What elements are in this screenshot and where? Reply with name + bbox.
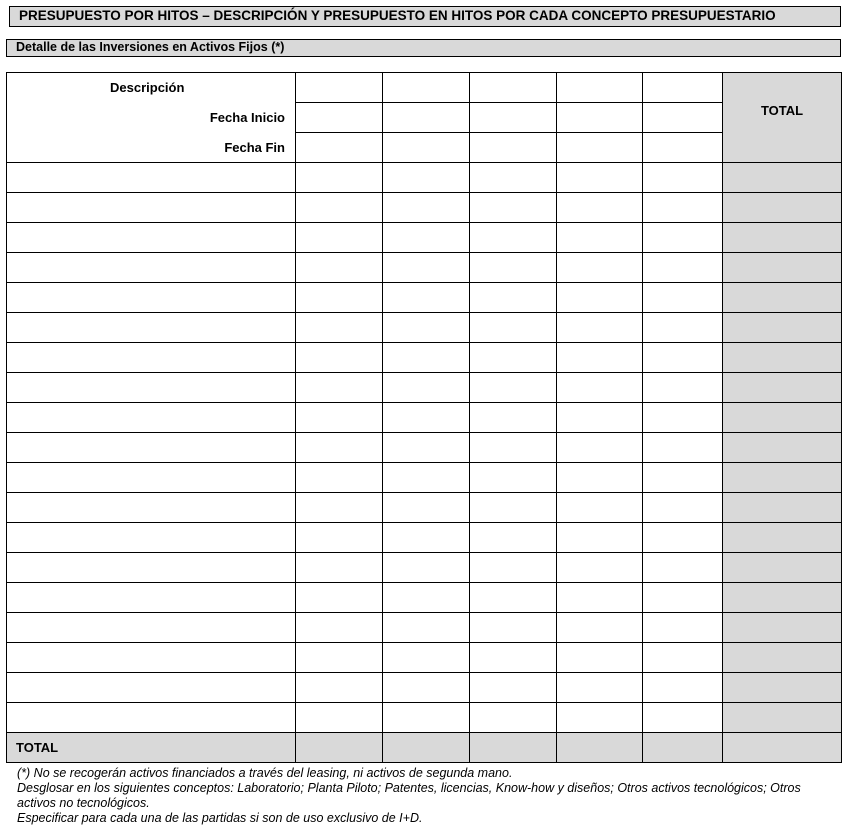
hito-amount-cell[interactable]: [643, 163, 723, 193]
hito-amount-cell[interactable]: [383, 313, 470, 343]
table-row: [7, 583, 842, 613]
hito-amount-cell[interactable]: [557, 583, 643, 613]
hito-amount-cell[interactable]: [643, 403, 723, 433]
hito-amount-cell[interactable]: [296, 703, 383, 733]
hito-amount-cell[interactable]: [470, 313, 557, 343]
hito-amount-cell[interactable]: [557, 433, 643, 463]
descripcion-label: Descripción: [7, 73, 296, 103]
hito-amount-cell[interactable]: [470, 373, 557, 403]
column-total-cell: [470, 733, 557, 763]
hito-amount-cell[interactable]: [296, 463, 383, 493]
hito-amount-cell[interactable]: [296, 253, 383, 283]
hito-amount-cell[interactable]: [557, 523, 643, 553]
row-total-cell: [723, 343, 842, 373]
concepto-cell[interactable]: [7, 523, 296, 553]
hito-amount-cell[interactable]: [296, 643, 383, 673]
row-total-cell: [723, 703, 842, 733]
concepto-cell[interactable]: [7, 253, 296, 283]
concepto-cell[interactable]: [7, 433, 296, 463]
hito-amount-cell[interactable]: [470, 583, 557, 613]
row-total-cell: [723, 163, 842, 193]
concepto-cell[interactable]: [7, 403, 296, 433]
hito-amount-cell[interactable]: [557, 223, 643, 253]
hito-amount-cell[interactable]: [296, 223, 383, 253]
hito-amount-cell[interactable]: [557, 493, 643, 523]
header-row-fecha-fin: [7, 133, 842, 163]
hito-descripcion-cell[interactable]: [296, 73, 383, 103]
hito-amount-cell[interactable]: [383, 283, 470, 313]
hito-amount-cell[interactable]: [470, 553, 557, 583]
hito-amount-cell[interactable]: [557, 463, 643, 493]
hito-amount-cell[interactable]: [383, 373, 470, 403]
hito-amount-cell[interactable]: [643, 253, 723, 283]
header-row-fecha-inicio: [7, 103, 842, 133]
fecha-fin-cell[interactable]: [296, 133, 383, 163]
form-title: PRESUPUESTO POR HITOS – DESCRIPCIÓN Y PRESUPUESTO EN HITOS POR CADA CONCEPTO PRESUPUESTARIO: [9, 6, 841, 27]
row-total-cell: [723, 373, 842, 403]
hito-amount-cell[interactable]: [296, 613, 383, 643]
hito-amount-cell[interactable]: [557, 193, 643, 223]
hito-amount-cell[interactable]: [470, 403, 557, 433]
table-row: [7, 673, 842, 703]
row-total-cell: [723, 463, 842, 493]
hito-amount-cell[interactable]: [643, 433, 723, 463]
hito-amount-cell[interactable]: [643, 313, 723, 343]
hito-amount-cell[interactable]: [296, 343, 383, 373]
concepto-cell[interactable]: [7, 313, 296, 343]
hito-amount-cell[interactable]: [470, 193, 557, 223]
hito-amount-cell[interactable]: [557, 703, 643, 733]
hito-amount-cell[interactable]: [643, 493, 723, 523]
hito-amount-cell[interactable]: [383, 673, 470, 703]
hito-amount-cell[interactable]: [470, 343, 557, 373]
row-total-cell: [723, 313, 842, 343]
hito-amount-cell[interactable]: [643, 703, 723, 733]
fecha-fin-cell[interactable]: [470, 133, 557, 163]
hito-amount-cell[interactable]: [470, 613, 557, 643]
hito-amount-cell[interactable]: [383, 433, 470, 463]
table-row: [7, 433, 842, 463]
row-total-cell: [723, 193, 842, 223]
concepto-cell[interactable]: [7, 553, 296, 583]
hito-amount-cell[interactable]: [383, 223, 470, 253]
hito-amount-cell[interactable]: [383, 343, 470, 373]
hito-amount-cell[interactable]: [643, 583, 723, 613]
row-total-cell: [723, 583, 842, 613]
hito-amount-cell[interactable]: [557, 373, 643, 403]
table-row: [7, 223, 842, 253]
hito-amount-cell[interactable]: [383, 583, 470, 613]
table-row: [7, 283, 842, 313]
hito-amount-cell[interactable]: [470, 523, 557, 553]
row-total-cell: [723, 553, 842, 583]
concepto-cell[interactable]: [7, 493, 296, 523]
hito-amount-cell[interactable]: [296, 523, 383, 553]
hito-amount-cell[interactable]: [643, 283, 723, 313]
column-total-cell: [296, 733, 383, 763]
fecha-inicio-label: Fecha Inicio: [7, 103, 296, 133]
table-row: [7, 193, 842, 223]
concepto-cell[interactable]: [7, 643, 296, 673]
hito-amount-cell[interactable]: [470, 463, 557, 493]
concepto-cell[interactable]: [7, 463, 296, 493]
hito-amount-cell[interactable]: [470, 673, 557, 703]
table-row: [7, 313, 842, 343]
hito-amount-cell[interactable]: [643, 643, 723, 673]
fecha-fin-cell[interactable]: [383, 133, 470, 163]
hito-amount-cell[interactable]: [643, 373, 723, 403]
hito-amount-cell[interactable]: [557, 673, 643, 703]
concepto-cell[interactable]: [7, 583, 296, 613]
hito-amount-cell[interactable]: [557, 553, 643, 583]
hito-amount-cell[interactable]: [470, 703, 557, 733]
column-total-cell: [383, 733, 470, 763]
hito-amount-cell[interactable]: [296, 373, 383, 403]
row-total-cell: [723, 283, 842, 313]
hito-amount-cell[interactable]: [643, 523, 723, 553]
hito-amount-cell[interactable]: [383, 253, 470, 283]
table-row: [7, 613, 842, 643]
row-total-cell: [723, 403, 842, 433]
hito-amount-cell[interactable]: [383, 703, 470, 733]
hito-amount-cell[interactable]: [643, 673, 723, 703]
hito-amount-cell[interactable]: [383, 193, 470, 223]
table-row: [7, 463, 842, 493]
row-total-cell: [723, 433, 842, 463]
hito-amount-cell[interactable]: [470, 283, 557, 313]
column-total-cell: [643, 733, 723, 763]
fecha-fin-cell[interactable]: [643, 133, 723, 163]
hito-amount-cell[interactable]: [296, 583, 383, 613]
row-total-cell: [723, 523, 842, 553]
fecha-fin-label: Fecha Fin: [7, 133, 296, 163]
hito-amount-cell[interactable]: [296, 673, 383, 703]
row-total-cell: [723, 253, 842, 283]
hito-amount-cell[interactable]: [643, 223, 723, 253]
total-row: [7, 733, 842, 763]
row-total-cell: [723, 643, 842, 673]
hito-amount-cell[interactable]: [383, 523, 470, 553]
concepto-cell[interactable]: [7, 343, 296, 373]
hito-amount-cell[interactable]: [643, 463, 723, 493]
hito-amount-cell[interactable]: [557, 313, 643, 343]
hito-amount-cell[interactable]: [470, 163, 557, 193]
hito-amount-cell[interactable]: [470, 643, 557, 673]
concepto-cell[interactable]: [7, 193, 296, 223]
footnote-leasing: (*) No se recogerán activos financiados a través del leasing, ni activos de segunda mano.: [17, 766, 513, 780]
hito-amount-cell[interactable]: [470, 253, 557, 283]
table-row: [7, 553, 842, 583]
hito-amount-cell[interactable]: [296, 283, 383, 313]
fecha-inicio-cell[interactable]: [470, 103, 557, 133]
table-row: [7, 493, 842, 523]
fecha-inicio-cell[interactable]: [296, 103, 383, 133]
column-total-cell: [557, 733, 643, 763]
hito-descripcion-cell[interactable]: [643, 73, 723, 103]
hito-amount-cell[interactable]: [557, 643, 643, 673]
hito-amount-cell[interactable]: [470, 493, 557, 523]
budget-table: [6, 72, 842, 763]
table-row: [7, 703, 842, 733]
hito-descripcion-cell[interactable]: [557, 73, 643, 103]
hito-amount-cell[interactable]: [557, 343, 643, 373]
hito-amount-cell[interactable]: [383, 163, 470, 193]
footnote-uso-exclusivo: Especificar para cada una de las partidas si son de uso exclusivo de I+D.: [17, 811, 423, 825]
header-row-descripcion: [7, 73, 842, 103]
hito-amount-cell[interactable]: [296, 403, 383, 433]
concepto-cell[interactable]: [7, 373, 296, 403]
table-row: [7, 253, 842, 283]
table-row: [7, 163, 842, 193]
table-row: [7, 523, 842, 553]
hito-amount-cell[interactable]: [557, 403, 643, 433]
fecha-inicio-cell[interactable]: [383, 103, 470, 133]
hito-amount-cell[interactable]: [296, 493, 383, 523]
concepto-cell[interactable]: [7, 223, 296, 253]
table-row: [7, 643, 842, 673]
fecha-fin-cell[interactable]: [557, 133, 643, 163]
hito-amount-cell[interactable]: [296, 433, 383, 463]
hito-amount-cell[interactable]: [643, 193, 723, 223]
hito-amount-cell[interactable]: [470, 223, 557, 253]
concepto-cell[interactable]: [7, 283, 296, 313]
row-total-cell: [723, 673, 842, 703]
concepto-cell[interactable]: [7, 163, 296, 193]
row-total-cell: [723, 613, 842, 643]
row-total-cell: [723, 493, 842, 523]
concepto-cell[interactable]: [7, 673, 296, 703]
table-row: [7, 373, 842, 403]
hito-amount-cell[interactable]: [643, 613, 723, 643]
hito-amount-cell[interactable]: [383, 493, 470, 523]
fecha-inicio-cell[interactable]: [643, 103, 723, 133]
hito-amount-cell[interactable]: [296, 193, 383, 223]
hito-amount-cell[interactable]: [470, 433, 557, 463]
hito-amount-cell[interactable]: [383, 463, 470, 493]
table-row: [7, 403, 842, 433]
footnotes: [17, 766, 817, 826]
total-row-label: TOTAL: [7, 733, 296, 763]
hito-amount-cell[interactable]: [557, 163, 643, 193]
hito-amount-cell[interactable]: [557, 613, 643, 643]
column-total-cell: [723, 733, 842, 763]
table-row: [7, 343, 842, 373]
row-total-cell: [723, 223, 842, 253]
total-column-header: TOTAL: [723, 73, 842, 163]
hito-amount-cell[interactable]: [383, 613, 470, 643]
hito-amount-cell[interactable]: [643, 343, 723, 373]
hito-amount-cell[interactable]: [383, 403, 470, 433]
footnote-conceptos: Desglosar en los siguientes conceptos: Laboratorio; Planta Piloto; Patentes, licencias, Know-how y diseños; Otros activos tecnológicos; Otros activos no tecnológicos.: [17, 781, 801, 810]
hito-amount-cell[interactable]: [383, 643, 470, 673]
hito-descripcion-cell[interactable]: [383, 73, 470, 103]
hito-amount-cell[interactable]: [296, 163, 383, 193]
hito-amount-cell[interactable]: [557, 283, 643, 313]
hito-amount-cell[interactable]: [383, 553, 470, 583]
hito-amount-cell[interactable]: [643, 553, 723, 583]
hito-descripcion-cell[interactable]: [470, 73, 557, 103]
concepto-cell[interactable]: [7, 613, 296, 643]
fecha-inicio-cell[interactable]: [557, 103, 643, 133]
concepto-cell[interactable]: [7, 703, 296, 733]
hito-amount-cell[interactable]: [296, 313, 383, 343]
hito-amount-cell[interactable]: [296, 553, 383, 583]
hito-amount-cell[interactable]: [557, 253, 643, 283]
section-title: Detalle de las Inversiones en Activos Fijos (*): [6, 39, 841, 57]
